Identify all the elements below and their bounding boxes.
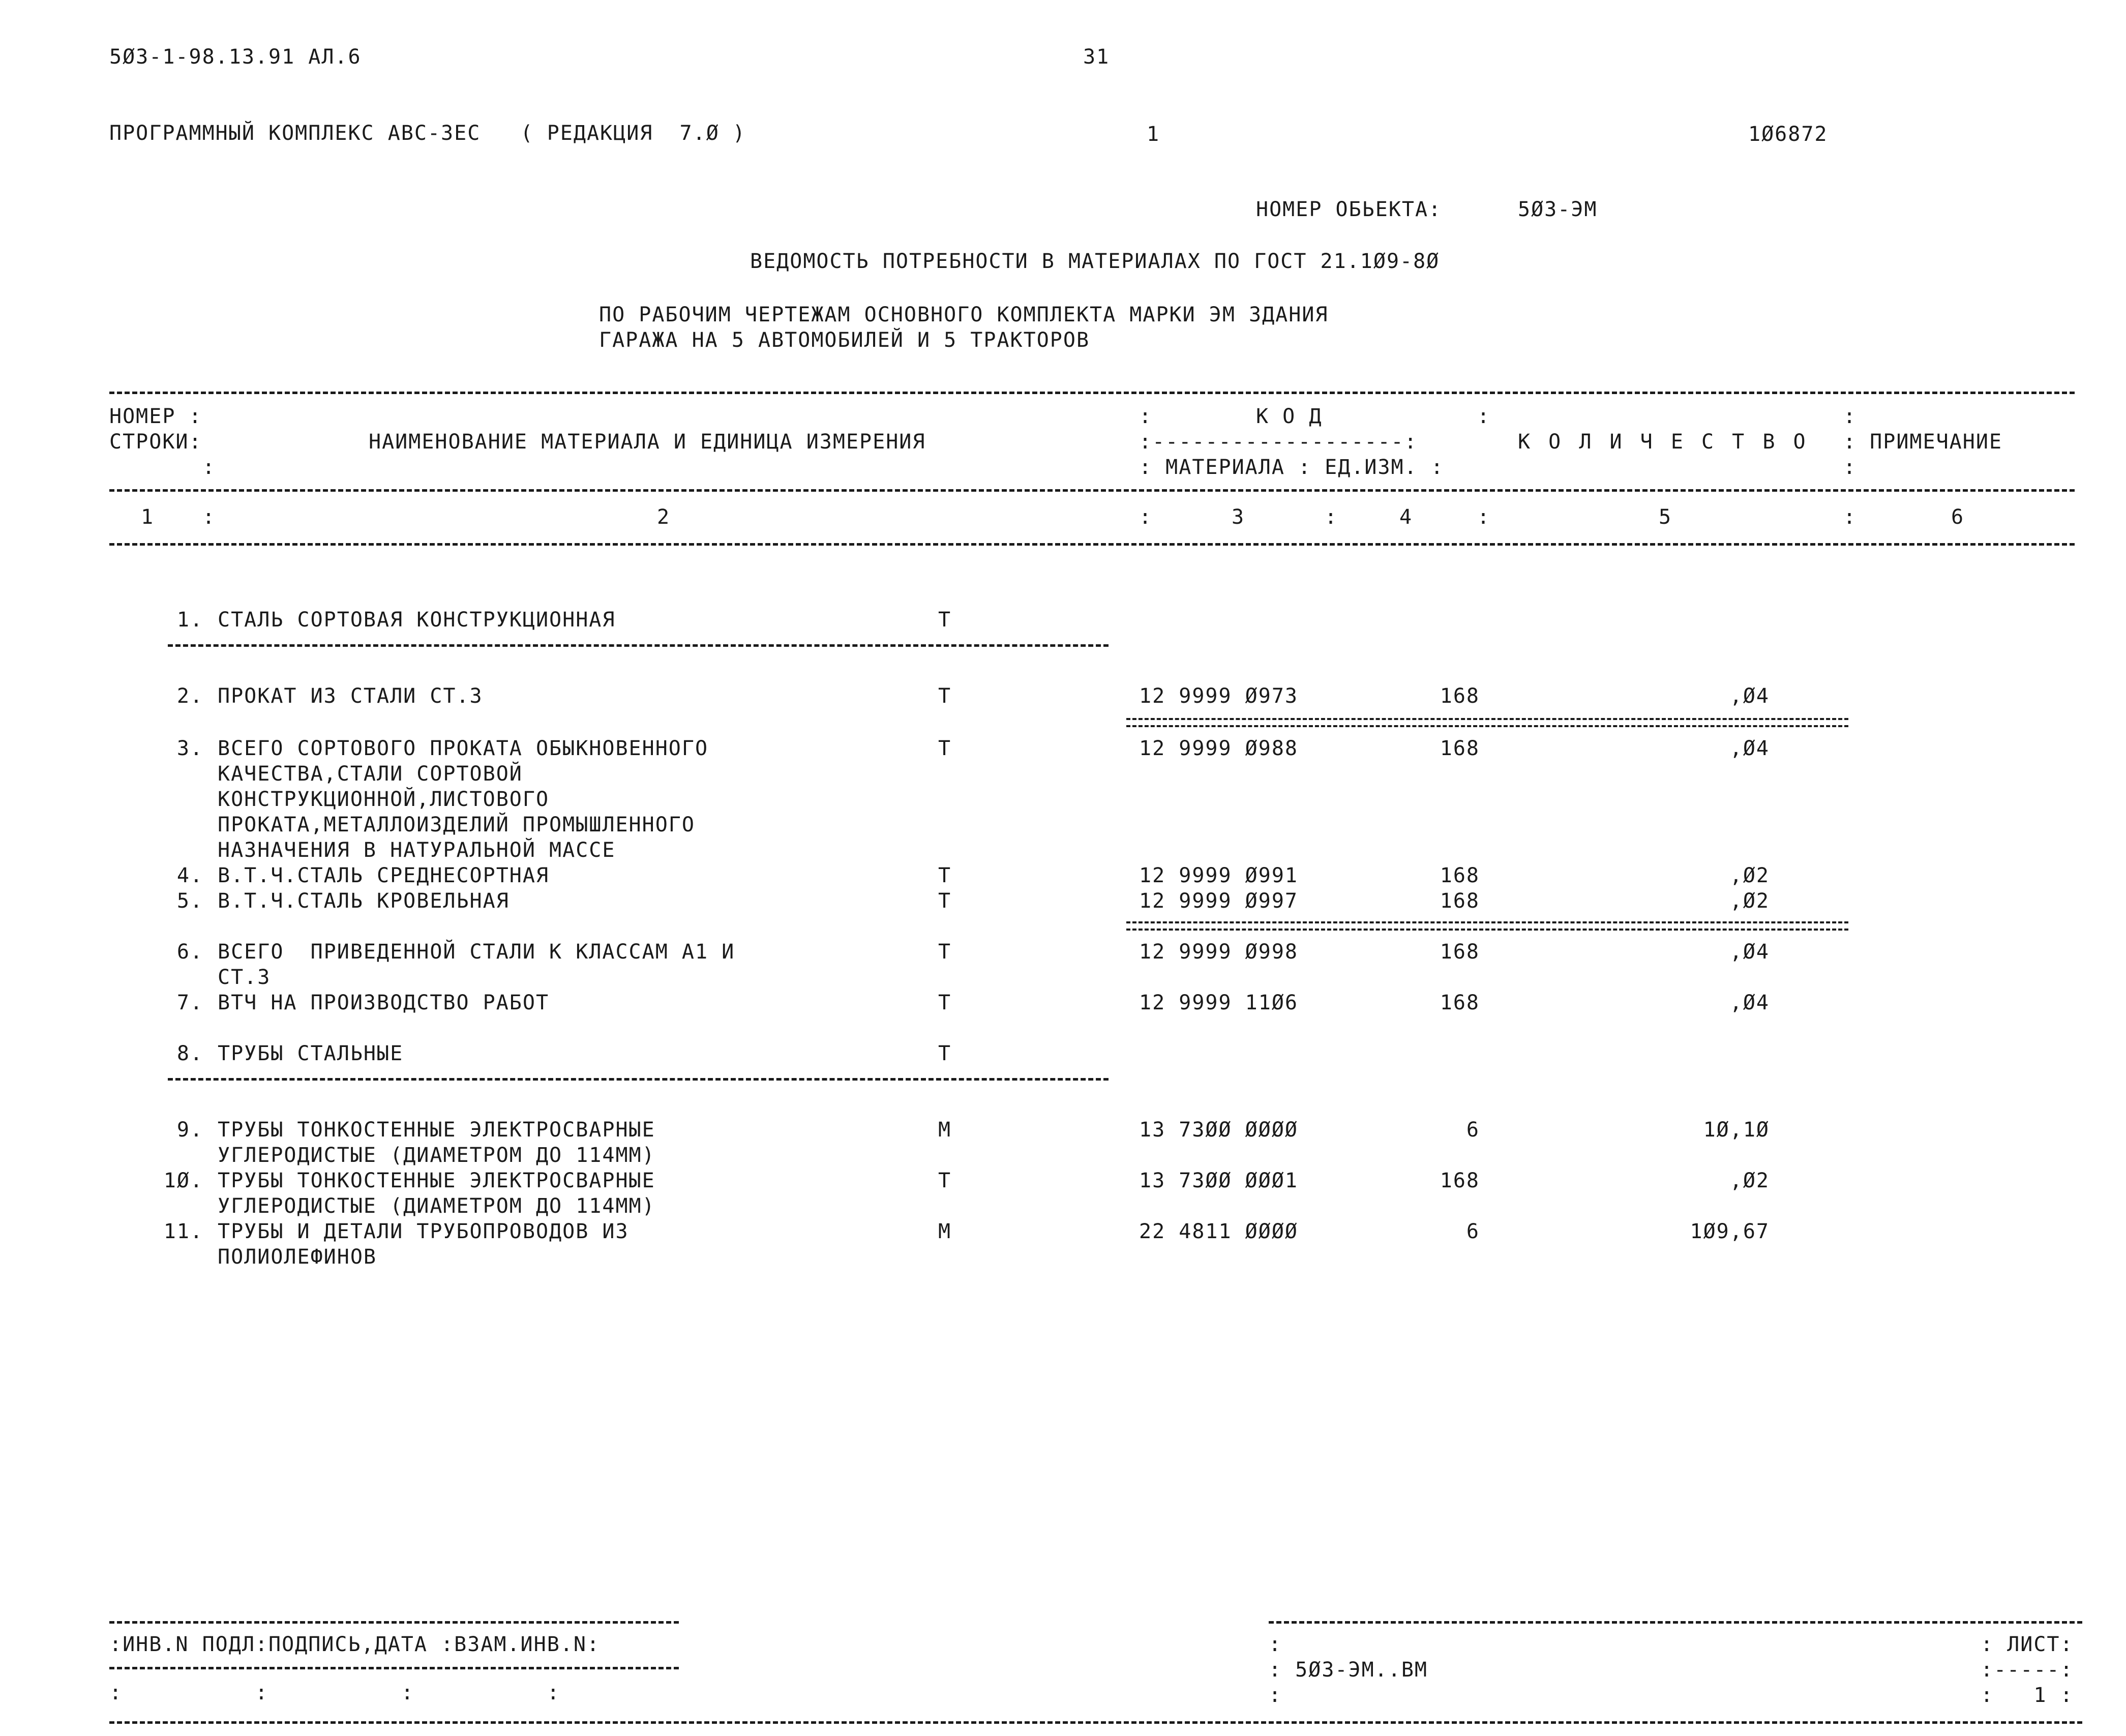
unit: Т (938, 608, 952, 632)
document-title: ВЕДОМОСТЬ ПОТРЕБНОСТИ В МАТЕРИАЛАХ ПО ГОСТ 21.1Ø9-8Ø (750, 250, 1440, 273)
footer-signature-labels: :ИНВ.N ПОДЛ:ПОДПИСЬ,ДАТА :ВЗАМ.ИНВ.N: (109, 1633, 601, 1656)
row-number: 1. (176, 608, 203, 632)
column-number-1: 1 (140, 505, 155, 529)
unit: Т (938, 864, 952, 887)
unit: Т (938, 1169, 952, 1192)
table-top-rule (109, 392, 2075, 394)
material-name: ВТЧ НА ПРОИЗВОДСТВО РАБОТ (218, 991, 550, 1014)
column-number-4: 4 (1399, 505, 1413, 529)
material-name: ПРОКАТ ИЗ СТАЛИ СТ.3 (218, 684, 483, 708)
program-code: 1Ø6872 (1748, 123, 1828, 146)
footer-doc-reference: : 5Ø3-ЭМ..ВМ (1269, 1658, 1428, 1682)
header-row-number-line3: : (202, 456, 216, 479)
column-number-sep: : (1477, 505, 1491, 529)
material-name: ВСЕГО ПРИВЕДЕННОЙ СТАЛИ К КЛАССАМ А1 И (218, 940, 735, 964)
page-number: 31 (1083, 45, 1110, 69)
material-code: 12 9999 Ø988 (1139, 737, 1298, 760)
program-index: 1 (1147, 123, 1160, 146)
material-name: УГЛЕРОДИСТЫЕ (ДИАМЕТРОМ ДО 114ММ) (218, 1194, 655, 1218)
row-number: 3. (176, 737, 203, 760)
row-number: 5. (176, 889, 203, 913)
material-name: ПОЛИОЛЕФИНОВ (218, 1245, 377, 1269)
header-material-measure: : МАТЕРИАЛА : ЕД.ИЗМ. : (1139, 456, 1444, 479)
row-number: 9. (176, 1118, 203, 1142)
document-subtitle-line2: ГАРАЖА НА 5 АВТОМОБИЛЕЙ И 5 ТРАКТОРОВ (599, 328, 1090, 352)
material-name: НАЗНАЧЕНИЯ В НАТУРАЛЬНОЙ МАССЕ (218, 839, 616, 862)
row-number: 8. (176, 1042, 203, 1065)
quantity: ,Ø2 (1729, 1169, 1770, 1192)
material-code: 12 9999 11Ø6 (1139, 991, 1298, 1014)
measure-code: 168 (1440, 1169, 1480, 1192)
table-column-rule (109, 543, 2075, 546)
header-code-sep-left: : (1139, 405, 1153, 428)
object-number-value: 5Ø3-ЭМ (1518, 198, 1598, 221)
footer-doc-sep: : (1269, 1633, 1282, 1656)
header-note: : ПРИМЕЧАНИЕ (1843, 430, 2002, 454)
total-double-rule (1126, 921, 1848, 931)
row-number: 6. (176, 940, 203, 964)
row-number: 2. (176, 684, 203, 708)
column-number-sep: : (202, 505, 216, 529)
material-code: 12 9999 Ø997 (1139, 889, 1298, 913)
row-number: 1Ø. (163, 1169, 203, 1192)
measure-code: 168 (1440, 737, 1480, 760)
measure-code: 6 (1466, 1220, 1480, 1243)
row-number: 7. (176, 991, 203, 1014)
material-name: СТ.3 (218, 966, 271, 989)
footer-signature-cells: : : : : (109, 1681, 560, 1704)
material-name: ВСЕГО СОРТОВОГО ПРОКАТА ОБЫКНОВЕННОГО (218, 737, 709, 760)
measure-code: 168 (1440, 991, 1480, 1014)
document-subtitle-line1: ПО РАБОЧИМ ЧЕРТЕЖАМ ОСНОВНОГО КОМПЛЕКТА МАРКИ ЭМ ЗДАНИЯ (599, 303, 1329, 326)
column-number-3: 3 (1231, 505, 1245, 529)
material-name: ТРУБЫ И ДЕТАЛИ ТРУБОПРОВОДОВ ИЗ (218, 1220, 629, 1243)
footer-bottom-rule (109, 1721, 2082, 1724)
measure-code: 168 (1440, 940, 1480, 964)
table-header-rule (109, 489, 2075, 492)
quantity: ,Ø2 (1729, 889, 1770, 913)
material-name: В.Т.Ч.СТАЛЬ СРЕДНЕСОРТНАЯ (218, 864, 550, 887)
header-note-sep-bottom: : (1843, 456, 1857, 479)
unit: Т (938, 684, 952, 708)
header-row-number-line2: СТРОКИ: (109, 430, 202, 454)
column-number-5: 5 (1658, 505, 1672, 529)
material-code: 13 73ØØ ØØØØ (1139, 1118, 1298, 1142)
material-name: В.Т.Ч.СТАЛЬ КРОВЕЛЬНАЯ (218, 889, 510, 913)
unit: Т (938, 737, 952, 760)
header-code-sep-right: : (1477, 405, 1491, 428)
material-name: УГЛЕРОДИСТЫЕ (ДИАМЕТРОМ ДО 114ММ) (218, 1144, 655, 1167)
unit: М (938, 1220, 952, 1243)
header-code: К О Д (1256, 405, 1323, 428)
row-number: 11. (163, 1220, 203, 1243)
measure-code: 168 (1440, 684, 1480, 708)
total-double-rule (1126, 718, 1848, 727)
column-number-sep: : (1139, 505, 1153, 529)
quantity: ,Ø4 (1729, 684, 1770, 708)
material-name: СТАЛЬ СОРТОВАЯ КОНСТРУКЦИОННАЯ (218, 608, 616, 632)
header-code-split: :-------------------: (1139, 430, 1418, 454)
sheet-number: : 1 : (1981, 1684, 2074, 1707)
section-rule (168, 1078, 1109, 1081)
measure-code: 168 (1440, 889, 1480, 913)
measure-code: 168 (1440, 864, 1480, 887)
footer-left-top-rule (109, 1621, 679, 1624)
footer-doc-sep: : (1269, 1684, 1282, 1707)
object-number-label: НОМЕР ОБЬЕКТА: (1256, 198, 1442, 221)
material-name: ТРУБЫ ТОНКОСТЕННЫЕ ЭЛЕКТРОСВАРНЫЕ (218, 1118, 655, 1142)
material-code: 13 73ØØ ØØØ1 (1139, 1169, 1298, 1192)
document-code: 5Ø3-1-98.13.91 АЛ.6 (109, 45, 362, 69)
program-title: ПРОГРАММНЫЙ КОМПЛЕКС АВС-ЗЕС ( РЕДАКЦИЯ 7.Ø ) (109, 122, 746, 145)
header-row-number-line1: НОМЕР : (109, 405, 202, 428)
column-number-sep: : (1843, 505, 1857, 529)
material-name: КОНСТРУКЦИОННОЙ,ЛИСТОВОГО (218, 788, 550, 811)
unit: М (938, 1118, 952, 1142)
unit: Т (938, 991, 952, 1014)
column-number-2: 2 (656, 505, 671, 529)
section-rule (168, 644, 1109, 647)
header-material-name: НАИМЕНОВАНИЕ МАТЕРИАЛА И ЕДИНИЦА ИЗМЕРЕНИЯ (369, 430, 926, 454)
quantity: ,Ø4 (1729, 737, 1770, 760)
material-name: ТРУБЫ СТАЛЬНЫЕ (218, 1042, 404, 1065)
header-note-sep-top: : (1843, 405, 1857, 428)
material-code: 12 9999 Ø998 (1139, 940, 1298, 964)
material-code: 22 4811 ØØØØ (1139, 1220, 1298, 1243)
row-number: 4. (176, 864, 203, 887)
material-code: 12 9999 Ø991 (1139, 864, 1298, 887)
material-code: 12 9999 Ø973 (1139, 684, 1298, 708)
column-number-sep: : (1325, 505, 1338, 529)
material-name: ПРОКАТА,МЕТАЛЛОИЗДЕЛИЙ ПРОМЫШЛЕННОГО (218, 813, 695, 836)
quantity: ,Ø2 (1729, 864, 1770, 887)
column-number-6: 6 (1951, 505, 1965, 529)
quantity: 1Ø9,67 (1690, 1220, 1770, 1243)
quantity: 1Ø,1Ø (1703, 1118, 1770, 1142)
material-name: КАЧЕСТВА,СТАЛИ СОРТОВОЙ (218, 762, 523, 786)
unit: Т (938, 1042, 952, 1065)
material-name: ТРУБЫ ТОНКОСТЕННЫЕ ЭЛЕКТРОСВАРНЫЕ (218, 1169, 655, 1192)
footer-right-top-rule (1269, 1621, 2082, 1624)
unit: Т (938, 889, 952, 913)
footer-left-mid-rule (109, 1667, 679, 1669)
unit: Т (938, 940, 952, 964)
quantity: ,Ø4 (1729, 940, 1770, 964)
sheet-separator: :-----: (1981, 1658, 2074, 1682)
sheet-label: : ЛИСТ: (1981, 1633, 2074, 1656)
header-quantity: К О Л И Ч Е С Т В О (1518, 430, 1809, 454)
quantity: ,Ø4 (1729, 991, 1770, 1014)
measure-code: 6 (1466, 1118, 1480, 1142)
